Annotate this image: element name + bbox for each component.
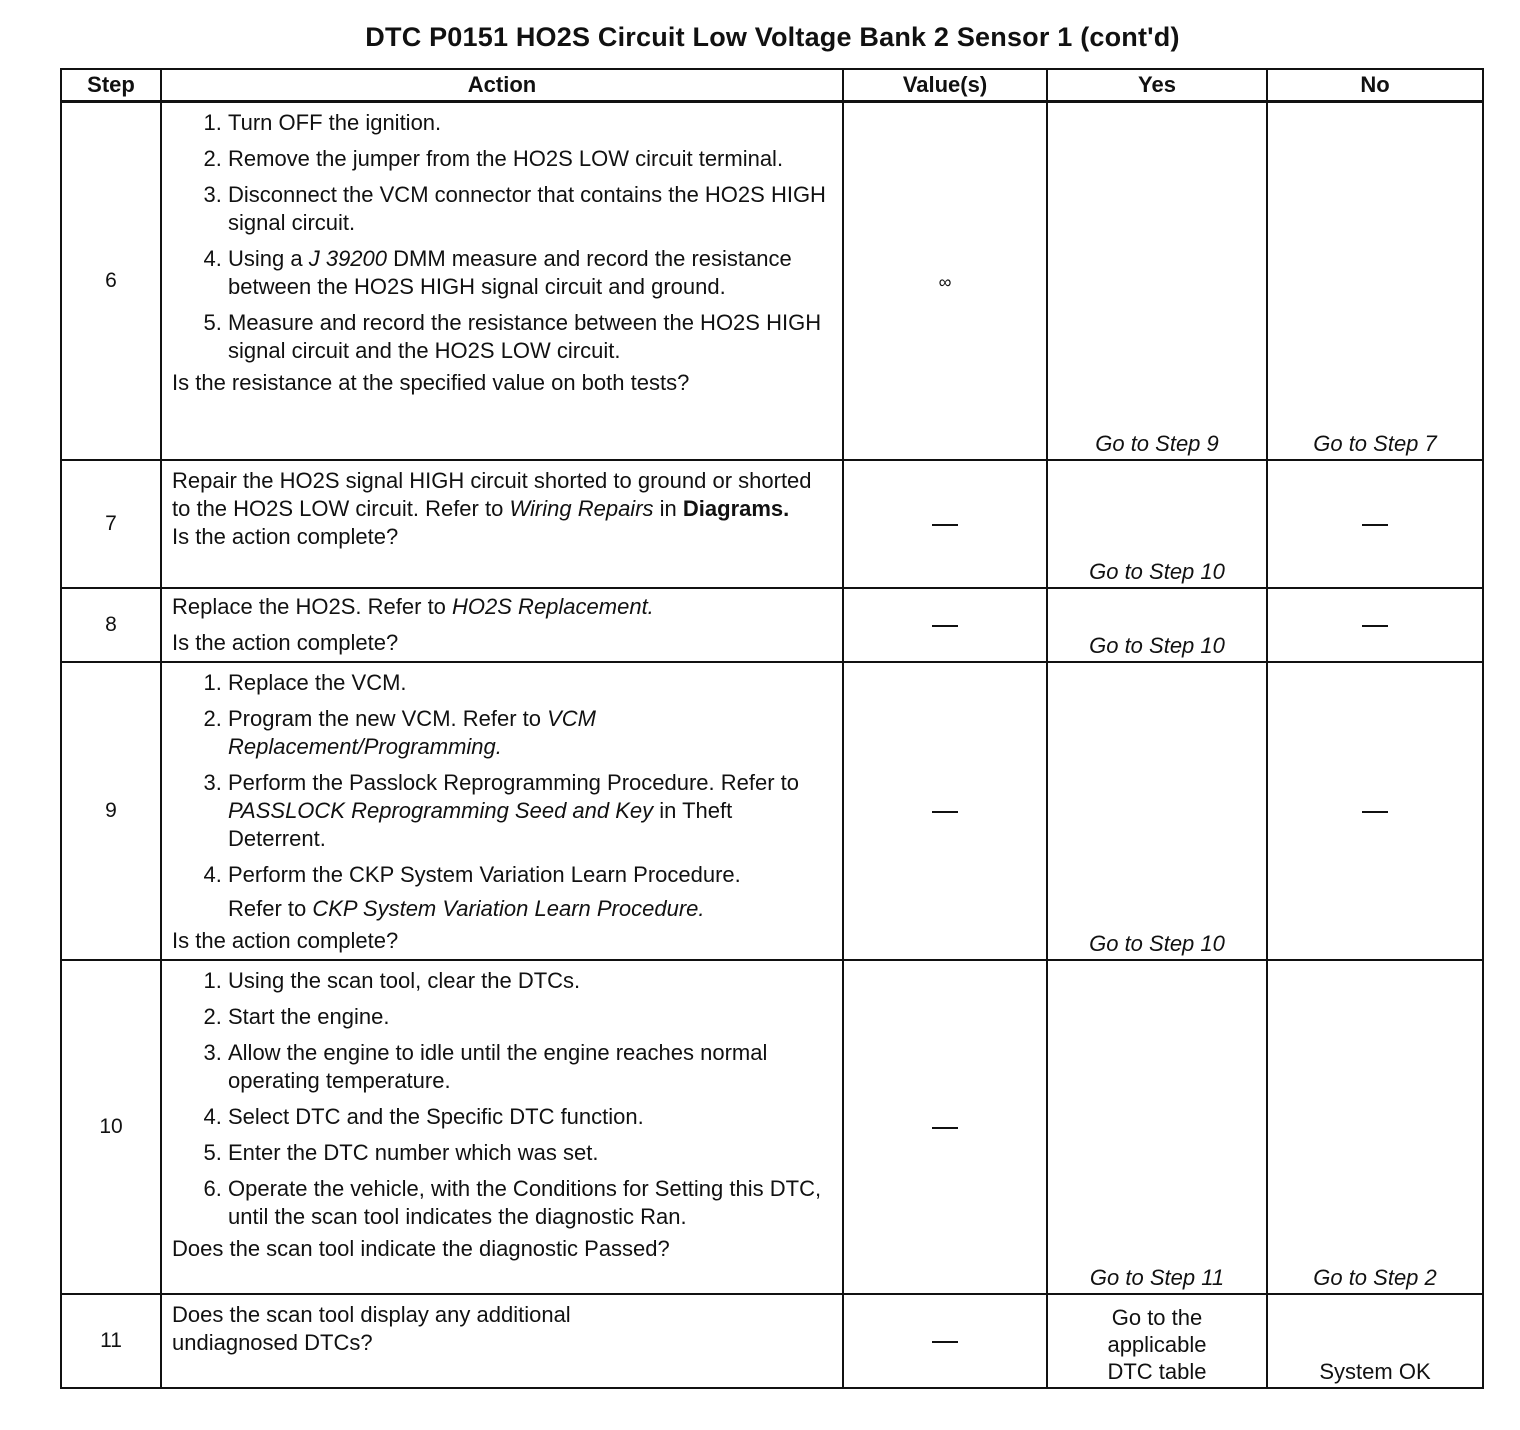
value-cell	[843, 102, 1047, 460]
question-text: Is the action complete?	[172, 523, 399, 549]
value-cell	[843, 588, 1047, 662]
yes-cell: Go to Step 10	[1047, 662, 1267, 960]
step-number: 11	[61, 1294, 161, 1388]
action-text	[172, 593, 834, 621]
list-item	[228, 245, 834, 301]
header-values: Value(s)	[843, 69, 1047, 102]
table-row	[61, 102, 1483, 460]
dash-mark	[1362, 524, 1388, 526]
list-item: 5. Enter the DTC number which was set.	[228, 1139, 834, 1167]
step-number: 7	[61, 460, 161, 588]
list-item: 2. Remove the jumper from the HO2S LOW circuit terminal.	[228, 145, 834, 173]
text: Replace the HO2S. Refer to	[172, 593, 453, 619]
text-line: Go to the	[1111, 1304, 1203, 1330]
header-no: No	[1267, 69, 1483, 102]
question-text: Is the action complete?	[172, 629, 399, 655]
reference-link-text: PASSLOCK Reprogramming Seed and Key	[228, 797, 654, 823]
text-line: applicable	[1107, 1331, 1207, 1357]
dash-mark	[932, 1127, 958, 1129]
sub-text	[228, 895, 834, 923]
question-text: Does the scan tool indicate the diagnostic Passed?	[172, 1235, 670, 1261]
list-item: 1. Turn OFF the ignition.	[228, 109, 834, 137]
dash-mark	[932, 524, 958, 526]
text: Using a	[228, 246, 309, 271]
reference-link-text: Wiring Repairs	[509, 495, 654, 521]
list-item: 5. Measure and record the resistance between the HO2S HIGH signal circuit and the HO2S LOW circuit.	[228, 309, 834, 365]
table-row	[61, 588, 1483, 662]
action-cell	[161, 662, 843, 960]
action-text	[172, 467, 834, 523]
text: Program the new VCM. Refer to	[228, 705, 548, 731]
tool-reference: J 39200	[308, 246, 388, 271]
yes-cell: Go to Step 11	[1047, 960, 1267, 1294]
dash-mark	[932, 1341, 958, 1343]
dash-mark	[932, 625, 958, 627]
text: Perform the CKP System Variation Learn Procedure.	[228, 861, 741, 887]
value-cell	[843, 1294, 1047, 1388]
value-cell	[843, 662, 1047, 960]
reference-link-text: HO2S Replacement.	[452, 593, 654, 619]
action-list	[172, 109, 834, 365]
list-item: 3. Disconnect the VCM connector that contains the HO2S HIGH signal circuit.	[228, 181, 834, 237]
step-number: 6	[61, 102, 161, 460]
list-item	[228, 861, 834, 923]
text: DMM measure and record the resistance between the HO2S HIGH signal circuit and ground.	[228, 246, 792, 299]
list-item: 1. Using the scan tool, clear the DTCs.	[228, 967, 834, 995]
action-list	[172, 967, 834, 1231]
list-item: 1. Replace the VCM.	[228, 669, 834, 697]
text: in	[653, 495, 683, 521]
list-item: 4. Select DTC and the Specific DTC function.	[228, 1103, 834, 1131]
no-cell: Go to Step 2	[1267, 960, 1483, 1294]
step-number: 8	[61, 588, 161, 662]
reference-section: Diagrams.	[682, 495, 790, 521]
action-cell	[161, 960, 843, 1294]
yes-cell: Go to Step 9	[1047, 102, 1267, 460]
header-yes: Yes	[1047, 69, 1267, 102]
header-step: Step	[61, 69, 161, 102]
question-text: Is the action complete?	[172, 927, 399, 953]
no-cell	[1267, 588, 1483, 662]
yes-cell: Go to Step 10	[1047, 460, 1267, 588]
table-row	[61, 460, 1483, 588]
no-cell: Go to Step 7	[1267, 102, 1483, 460]
no-cell: System OK	[1267, 1294, 1483, 1388]
text: Repair the HO2S signal HIGH circuit shorted to ground or shorted to the HO2S LOW circuit. Refer to	[172, 467, 812, 521]
yes-cell: Go to Step 10	[1047, 588, 1267, 662]
list-item: 6. Operate the vehicle, with the Conditions for Setting this DTC, until the scan tool indicates the diagnostic Ran.	[228, 1175, 834, 1231]
text: Refer to	[228, 895, 313, 921]
diagnostic-table	[60, 68, 1484, 1389]
infinity-symbol: ∞	[938, 271, 952, 292]
no-cell	[1267, 460, 1483, 588]
dash-mark	[932, 811, 958, 813]
list-item	[228, 705, 834, 761]
reference-link-text: CKP System Variation Learn Procedure.	[312, 895, 705, 921]
text: in Theft Deterrent.	[228, 797, 733, 851]
table-row	[61, 960, 1483, 1294]
dash-mark	[1362, 625, 1388, 627]
page-title: DTC P0151 HO2S Circuit Low Voltage Bank 2 Sensor 1 (cont'd)	[365, 22, 1180, 52]
list-item: 3. Allow the engine to idle until the engine reaches normal operating temperature.	[228, 1039, 834, 1095]
action-cell	[161, 102, 843, 460]
text-line: DTC table	[1107, 1358, 1207, 1384]
action-cell	[161, 1294, 843, 1388]
value-cell	[843, 960, 1047, 1294]
action-cell	[161, 588, 843, 662]
table-row	[61, 662, 1483, 960]
table-row	[61, 1294, 1483, 1388]
dash-mark	[1362, 811, 1388, 813]
list-item	[228, 769, 834, 853]
list-item: 2. Start the engine.	[228, 1003, 834, 1031]
value-cell	[843, 460, 1047, 588]
reference-link-text: VCM Replacement/Programming.	[228, 705, 597, 759]
header-action: Action	[161, 69, 843, 102]
action-list	[172, 669, 834, 923]
action-cell	[161, 460, 843, 588]
question-text: Does the scan tool display any additional undiagnosed DTCs?	[172, 1301, 571, 1355]
yes-cell	[1047, 1294, 1267, 1388]
step-number: 10	[61, 960, 161, 1294]
text: Perform the Passlock Reprogramming Procedure. Refer to	[228, 769, 800, 795]
step-number: 9	[61, 662, 161, 960]
no-cell	[1267, 662, 1483, 960]
table-header-row	[61, 69, 1483, 102]
question-text: Is the resistance at the specified value on both tests?	[172, 370, 690, 395]
